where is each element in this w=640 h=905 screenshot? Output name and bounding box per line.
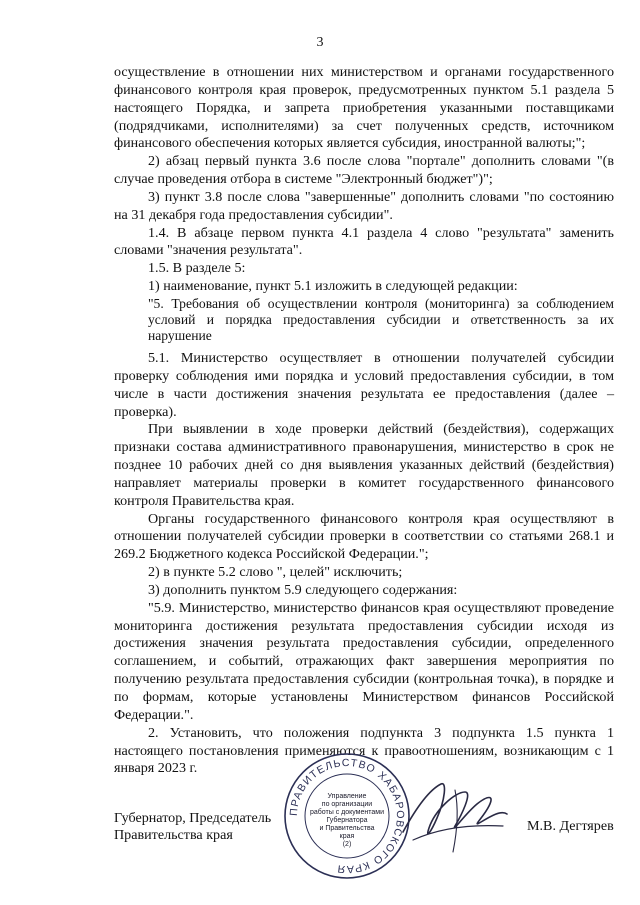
stamp-ring-text: ПРАВИТЕЛЬСТВО ХАБАРОВСКОГО КРАЯ <box>287 756 407 876</box>
stamp-inner-line: и Правительства <box>319 825 375 832</box>
paragraph: 1) наименование, пункт 5.1 изложить в следующей редакции: <box>148 278 518 295</box>
stamp-inner-text <box>304 793 390 849</box>
paragraph: 1.4. В абзаце первом пункта 4.1 раздела 4 слово "результата" заменить словами "значения результата". <box>114 224 614 259</box>
stamp-inner-line: по организации <box>321 801 373 808</box>
signatory-position <box>114 810 271 844</box>
page-number: 3 <box>316 35 324 50</box>
stamp-inner-line: Губернатора <box>326 817 368 824</box>
paragraph: 2) абзац первый пункта 3.6 после слова "портале" дополнить словами "(в случае проведения отбора в системе "Электронный бюджет")"; <box>114 153 614 188</box>
paragraph: 1.5. В разделе 5: <box>148 260 246 277</box>
paragraph: "5. Требования об осуществлении контроля (мониторинга) за соблюдением условий и порядка предоставления субсидии и ответственность за их нарушение <box>148 295 614 343</box>
handwritten-signature <box>395 770 515 860</box>
stamp-inner-line: работы с документами <box>309 809 385 816</box>
signatory-name: М.В. Дегтярев <box>527 818 614 834</box>
paragraph: "5.9. Министерство, министерство финансов края осуществляют проведение мониторинга достижения результата предоставления субсидии исходя из достижения значения результата предоставления субсидии, определенного соглашением, и событий, отражающих факт завершения мероприятия по получению результата предоставления субсидии (контрольная точка), в порядке и по формам, которые установлены Министерством финансов Российской Федерации.". <box>114 599 614 723</box>
stamp-inner-line: края <box>339 833 355 840</box>
paragraph: осуществление в отношении них министерством и органами государственного финансового контроля края проверок, предусмотренных пунктом 5.1 раздела 5 настоящего Порядка, и запрета приобретения указанными поставщиками (подрядчиками, исполнителями) за счет полученных средств, источником финансового обеспечения которых является субсидия, иностранной валюты;"; <box>114 64 614 152</box>
signatory-position-line2: Правительства края <box>114 827 233 843</box>
stamp-inner-line: Управление <box>327 793 367 800</box>
paragraph: 2. Установить, что положения подпункта 3 подпункта 1.5 пункта 1 настоящего постановления применяются к правоотношениям, возникающим с 1 января 2023 г. <box>114 724 614 777</box>
stamp-inner-line: (2) <box>342 841 352 848</box>
signatory-position-line1: Губернатор, Председатель <box>114 810 272 826</box>
document-body <box>114 64 614 778</box>
paragraph: При выявлении в ходе проверки действий (бездействия), содержащих признаки состава административного правонарушения, министерство в срок не позднее 10 рабочих дней со дня выявления указанных действий (бездействия) направляет материалы проверки в комитет государственного финансового контроля Правительства края. <box>114 421 614 509</box>
paragraph: 3) пункт 3.8 после слова "завершенные" дополнить словами "по состоянию на 31 декабря года предоставления субсидии". <box>114 188 614 223</box>
paragraph: 5.1. Министерство осуществляет в отношении получателей субсидии проверку соблюдения ими порядка и условий предоставления субсидии, в том числе в части достижения значения результата ее предоставления (далее – проверка). <box>114 349 614 420</box>
paragraph: 2) в пункте 5.2 слово ", целей" исключить; <box>148 564 403 581</box>
paragraph: Органы государственного финансового контроля края осуществляют в отношении получателей субсидии проверки в соответствии со статьями 268.1 и 269.2 Бюджетного кодекса Российской Федерации."; <box>114 510 614 563</box>
paragraph: 3) дополнить пунктом 5.9 следующего содержания: <box>148 581 458 598</box>
